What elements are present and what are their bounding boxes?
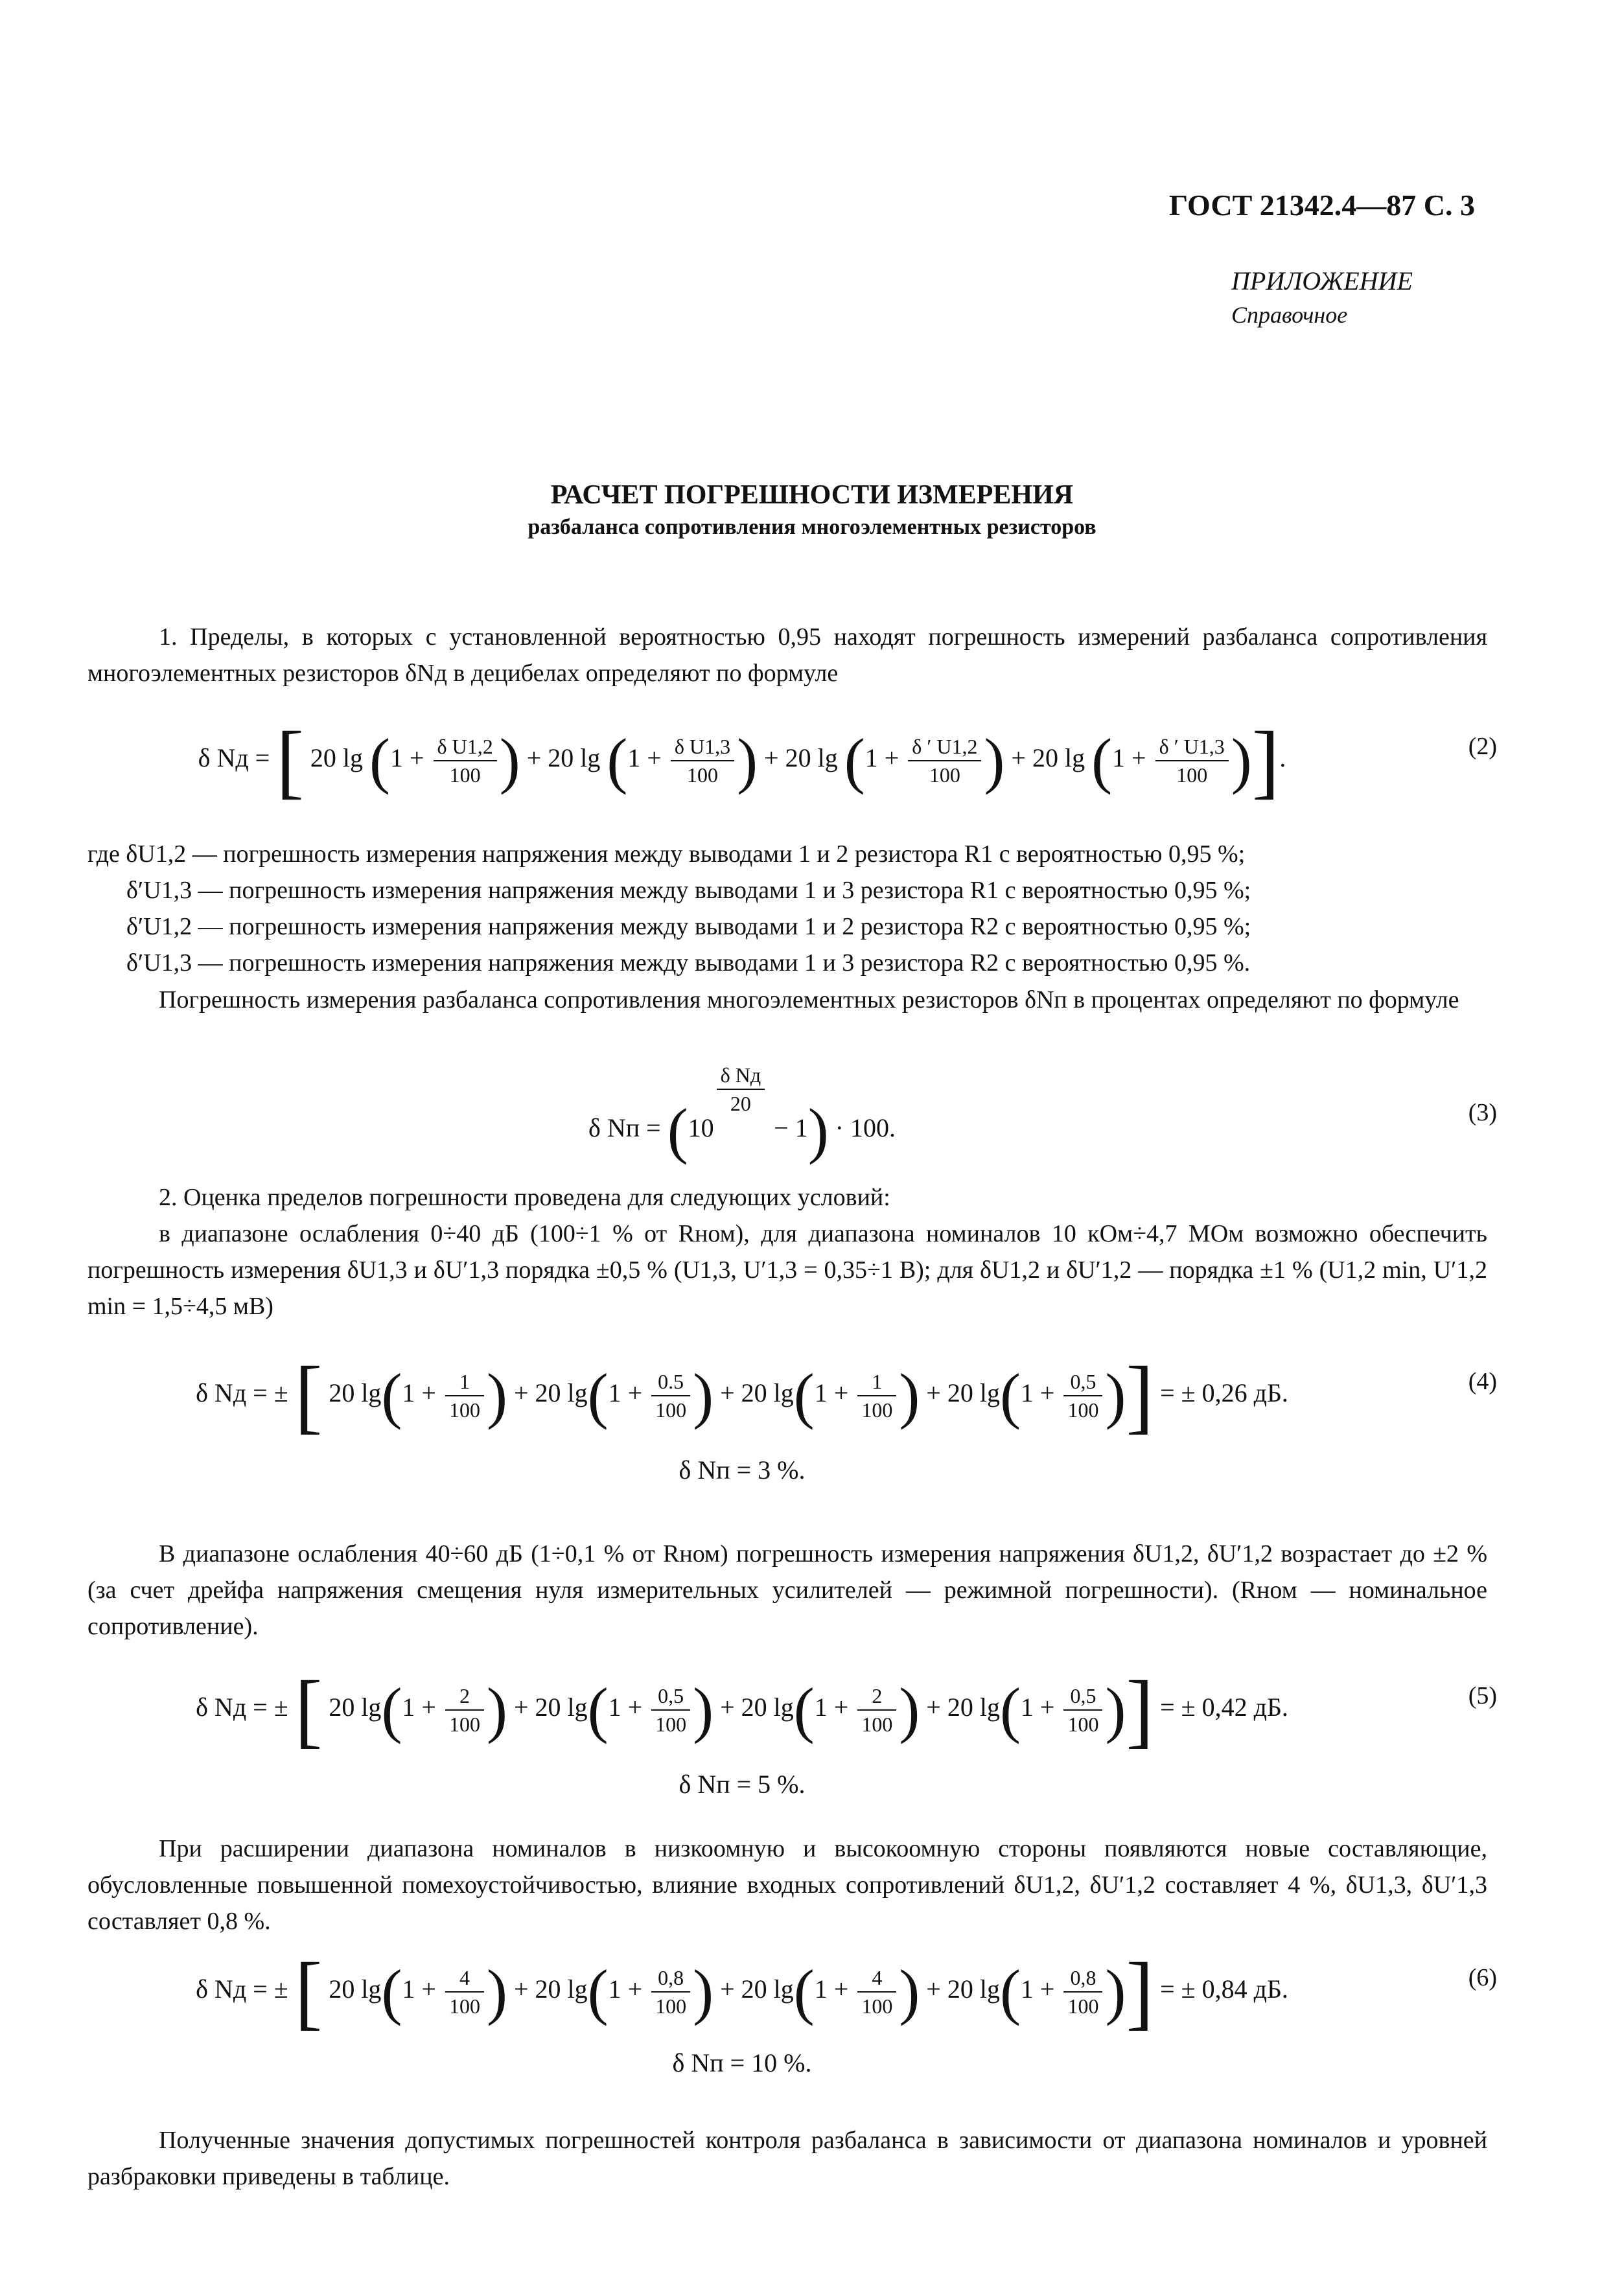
eq5-fraction: $\frac{2}{100}$ bbox=[445, 1683, 484, 1737]
reference-label: Справочное bbox=[1231, 302, 1348, 328]
document-code: ГОСТ 21342.4—87 С. 3 bbox=[1168, 189, 1475, 222]
definition-item: где δU1,2 — погрешность измерения напряжения между выводами 1 и 2 резистора R1 с вероятностью 0,95 %; bbox=[87, 840, 1246, 868]
paragraph-1: 1. Пределы, в которых с установленной вероятностью 0,95 находят погрешность измерений разбаланса сопротивления многоэлементных резисторов δNд в децибелах определяют по формуле bbox=[87, 623, 1487, 687]
eq5-term: 20 lg bbox=[329, 1693, 382, 1722]
eq2-term: + 20 lg bbox=[526, 743, 601, 773]
definition-item: δ′U1,3 — погрешность измерения напряжения между выводами 1 и 3 резистора R1 с вероятностью 0,95 %; bbox=[126, 877, 1251, 904]
eq6-fraction: $\frac{4}{100}$ bbox=[857, 1965, 896, 2018]
eq2-end: . bbox=[1279, 743, 1286, 773]
eq3-base: 10 bbox=[688, 1113, 714, 1142]
eq4-term: + 20 lg bbox=[926, 1378, 1000, 1408]
eq2-one: 1 + bbox=[864, 743, 899, 773]
paragraph-4: в диапазоне ослабления 0÷40 дБ (100÷1 % от Rном), для диапазона номиналов 10 кОм÷4,7 МОм возможно обеспечить погрешность измерения δU1,3 и δU′1,3 порядка ±0,5 % (U1,3, U′1,3 = 0,35÷1 В); для δU1,2 и δU′1,2 — порядка ±1 % (U1,2 min, U′1,2 min = 1,5÷4,5 мВ) bbox=[87, 1220, 1487, 1320]
eq4-term: + 20 lg bbox=[720, 1378, 794, 1408]
appendix-label: ПРИЛОЖЕНИЕ bbox=[1231, 266, 1413, 295]
definition-item: δ′U1,3 — погрешность измерения напряжения между выводами 1 и 3 резистора R2 с вероятностью 0,95 %. bbox=[126, 949, 1251, 977]
eq5-rhs: = ± 0,42 дБ. bbox=[1160, 1693, 1288, 1722]
eq6-term: + 20 lg bbox=[513, 1974, 588, 2004]
paragraph-3: 2. Оценка пределов погрешности проведена для следующих условий: bbox=[159, 1184, 890, 1211]
eq3-mult: · 100. bbox=[835, 1113, 896, 1142]
eq2-fraction: $\frac{\delta ' U1,2}{100}$ bbox=[908, 734, 981, 787]
eq6-term: + 20 lg bbox=[720, 1974, 794, 2004]
eq6-one: 1 + bbox=[608, 1974, 643, 2004]
eq2-term: + 20 lg bbox=[764, 743, 838, 773]
eq2-term: + 20 lg bbox=[1011, 743, 1085, 773]
equation-number-5: (5) bbox=[1468, 1682, 1497, 1709]
eq5-lhs: δ Nд = ± bbox=[196, 1693, 288, 1722]
eq4-fraction: $\frac{0,5}{100}$ bbox=[1063, 1369, 1102, 1422]
eq4-one: 1 + bbox=[402, 1378, 436, 1408]
eq5-term: + 20 lg bbox=[720, 1693, 794, 1722]
eq2-fraction: $\frac{\text{δ U1,2}}{100}$ bbox=[434, 734, 497, 787]
equation-6b: δ Nп = 10 %. bbox=[672, 2048, 812, 2077]
eq6-one: 1 + bbox=[814, 1974, 849, 2004]
eq6-fraction: $\frac{0,8}{100}$ bbox=[651, 1965, 690, 2018]
eq4-one: 1 + bbox=[814, 1378, 849, 1408]
eq4-fraction: $\frac{0.5}{100}$ bbox=[651, 1369, 690, 1422]
eq4-fraction: $\frac{1}{100}$ bbox=[445, 1369, 484, 1422]
eq4-rhs: = ± 0,26 дБ. bbox=[1160, 1378, 1288, 1408]
eq6-term: + 20 lg bbox=[926, 1974, 1000, 2004]
eq4-one: 1 + bbox=[1020, 1378, 1055, 1408]
equation-4b: δ Nп = 3 %. bbox=[679, 1455, 806, 1485]
eq4-term: 20 lg bbox=[329, 1378, 382, 1408]
eq5-one: 1 + bbox=[402, 1693, 436, 1722]
eq2-one: 1 + bbox=[1112, 743, 1146, 773]
equation-number-2: (2) bbox=[1468, 733, 1497, 760]
eq6-fraction: $\frac{4}{100}$ bbox=[445, 1965, 484, 2018]
paragraph-2: Погрешность измерения разбаланса сопротивления многоэлементных резисторов δNп в процентах определяют по формуле bbox=[159, 986, 1459, 1013]
equation-5: δ Nд = ± [ 20 lg(1 + $\frac{2}{100}$ ) + 20 lg(1 + $\frac{0,5}{100}$ ) + 20 lg(1 + $\frac{2}{100}$ ) + 20 lg(1 + $\frac{0,5}{100}$ )] = ± 0,42 дБ. bbox=[196, 1664, 1288, 1756]
eq5-fraction: $\frac{0,5}{100}$ bbox=[1063, 1683, 1102, 1737]
eq5-term: + 20 lg bbox=[926, 1693, 1000, 1722]
eq2-fraction: $\frac{\delta ' U1,3}{100}$ bbox=[1155, 734, 1229, 787]
eq4-lhs: δ Nд = ± bbox=[196, 1378, 288, 1408]
equation-2: δ Nд = [ 20 lg (1 + $\frac{\text{δ U1,2}}{100}$ ) + 20 lg (1 + $\frac{\text{δ U1,3}}{100}$ ) + 20 lg (1 + $\frac{\delta ' U1,2}{100}$ ) + 20 lg (1 + $\frac{\delta ' U1,3}{100}$ )]. bbox=[198, 715, 1286, 807]
paragraph-7: Полученные значения допустимых погрешностей контроля разбаланса в зависимости от диапазона номиналов и уровней разбраковки приведены в таблице. bbox=[87, 2127, 1487, 2190]
eq6-lhs: δ Nд = ± bbox=[196, 1974, 288, 2004]
equation-4: δ Nд = ± [ 20 lg(1 + $\frac{1}{100}$ ) + 20 lg(1 + $\frac{0.5}{100}$ ) + 20 lg(1 + $\frac{1}{100}$ ) + 20 lg(1 + $\frac{0,5}{100}$ )] = ± 0,26 дБ. bbox=[196, 1350, 1288, 1442]
page-title: РАСЧЕТ ПОГРЕШНОСТИ ИЗМЕРЕНИЯ bbox=[550, 480, 1074, 510]
paragraph-5: В диапазоне ослабления 40÷60 дБ (1÷0,1 % от Rном) погрешность измерения напряжения δU1,2, δU′1,2 возрастает до ±2 % (за счет дрейфа напряжения смещения нуля измерительных усилителей — режимной погрешности). (Rном — номинальное сопротивление). bbox=[87, 1540, 1487, 1640]
definition-item: δ′U1,2 — погрешность измерения напряжения между выводами 1 и 2 резистора R2 с вероятностью 0,95 %; bbox=[126, 913, 1251, 940]
equation-3: δ Nп = (10 $\frac{\text{δ Nд}}{20}$ − 1) · 100. bbox=[588, 1063, 896, 1165]
eq6-one: 1 + bbox=[1020, 1974, 1055, 2004]
eq4-fraction: $\frac{1}{100}$ bbox=[857, 1369, 896, 1422]
eq5-fraction: $\frac{2}{100}$ bbox=[857, 1683, 896, 1737]
paragraph-6: При расширении диапазона номиналов в низкоомную и высокоомную стороны появляются новые составляющие, обусловленные повышенной помехоустойчивостью, влияние входных сопротивлений δU1,2, δU′1,2 составляет 4 %, δU1,3, δU′1,3 составляет 0,8 %. bbox=[87, 1835, 1487, 1935]
equation-number-4: (4) bbox=[1468, 1368, 1497, 1395]
eq4-term: + 20 lg bbox=[513, 1378, 588, 1408]
eq5-one: 1 + bbox=[814, 1693, 849, 1722]
eq2-one: 1 + bbox=[627, 743, 662, 773]
equation-number-6: (6) bbox=[1468, 1964, 1497, 1991]
definitions-list bbox=[87, 836, 1500, 981]
eq2-one: 1 + bbox=[389, 743, 424, 773]
eq6-rhs: = ± 0,84 дБ. bbox=[1160, 1974, 1288, 2004]
equation-number-3: (3) bbox=[1468, 1099, 1497, 1126]
eq3-tail: − 1 bbox=[774, 1113, 808, 1142]
equation-5b: δ Nп = 5 %. bbox=[679, 1770, 806, 1799]
eq3-lhs: δ Nп = bbox=[588, 1113, 661, 1142]
eq2-term: 20 lg bbox=[310, 743, 363, 773]
page-subtitle: разбаланса сопротивления многоэлементных резисторов bbox=[528, 515, 1096, 539]
eq5-term: + 20 lg bbox=[513, 1693, 588, 1722]
eq4-one: 1 + bbox=[608, 1378, 643, 1408]
eq5-one: 1 + bbox=[1020, 1693, 1055, 1722]
eq2-fraction: $\frac{\text{δ U1,3}}{100}$ bbox=[671, 734, 734, 787]
eq3-exponent: $\frac{\text{δ Nд}}{20}$ bbox=[717, 1063, 765, 1116]
eq6-fraction: $\frac{0,8}{100}$ bbox=[1063, 1965, 1102, 2018]
eq2-lhs: δ Nд = bbox=[198, 743, 270, 773]
equation-6: δ Nд = ± [ 20 lg(1 + $\frac{4}{100}$ ) + 20 lg(1 + $\frac{0,8}{100}$ ) + 20 lg(1 + $\frac{4}{100}$ ) + 20 lg(1 + $\frac{0,8}{100}$ )] = ± 0,84 дБ. bbox=[196, 1946, 1288, 2038]
eq6-one: 1 + bbox=[402, 1974, 436, 2004]
eq5-fraction: $\frac{0,5}{100}$ bbox=[651, 1683, 690, 1737]
eq5-one: 1 + bbox=[608, 1693, 643, 1722]
eq6-term: 20 lg bbox=[329, 1974, 382, 2004]
